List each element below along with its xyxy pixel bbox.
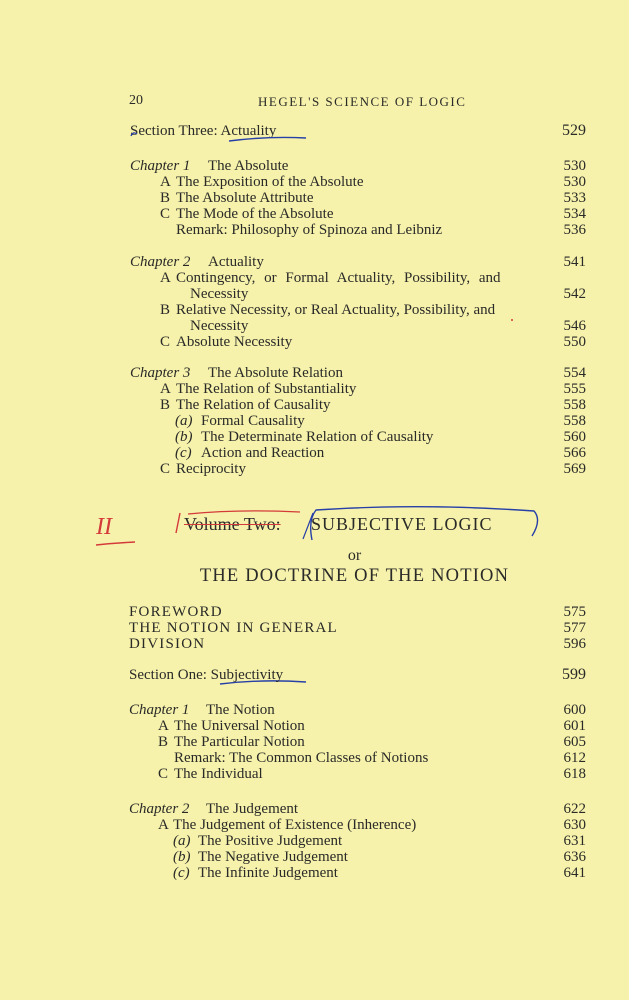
remark-text: Remark: The Common Classes of Notions (174, 750, 429, 766)
page-ref: 622 (563, 801, 586, 817)
entry-text: The Absolute Attribute (176, 190, 314, 206)
page-ref: 601 (563, 718, 586, 734)
pen-underline (96, 542, 135, 545)
entry-text: The Universal Notion (174, 718, 305, 734)
entry-text: Necessity (190, 286, 249, 302)
pen-underline (229, 137, 306, 141)
pen-overline (188, 511, 300, 514)
subentry-mark: (c) (175, 445, 192, 461)
handwritten-margin-mark: II (96, 514, 112, 540)
page-number: 20 (129, 93, 143, 108)
chapter-label: Chapter 1 (129, 702, 190, 718)
page-ref: 560 (563, 429, 586, 445)
entry-letter: B (160, 302, 171, 318)
entry-letter: A (158, 817, 169, 833)
entry-text: Relative Necessity, or Real Actuality, Possibility, and (176, 302, 496, 318)
chapter-title: The Notion (206, 702, 275, 718)
page-ref: 542 (563, 286, 586, 302)
chapter-label: Chapter 2 (129, 801, 190, 817)
entry-letter: C (160, 461, 171, 477)
volume-subtitle: THE DOCTRINE OF THE NOTION (199, 566, 510, 586)
page-ref: 596 (563, 636, 586, 652)
page-ref: 636 (563, 849, 586, 865)
entry-letter: C (160, 334, 171, 350)
remark-text: Remark: Philosophy of Spinoza and Leibniz (176, 222, 443, 238)
entry-text: The Positive Judgement (198, 833, 343, 849)
volume-label: Volume Two: (184, 514, 281, 534)
page-ref: 530 (563, 158, 586, 174)
entry-letter: A (160, 270, 171, 286)
page-ref: 541 (563, 254, 586, 270)
page-ref: 566 (563, 445, 586, 461)
entry-letter: A (158, 718, 169, 734)
subentry-mark: (c) (173, 865, 190, 881)
pen-bracket (176, 513, 180, 533)
subentry-mark: (b) (175, 429, 193, 445)
entry-text: Necessity (190, 318, 249, 334)
front-label: DIVISION (129, 636, 206, 652)
page-ref: 600 (563, 702, 586, 718)
entry-text: Absolute Necessity (176, 334, 293, 350)
page-ref: 558 (563, 397, 586, 413)
pen-box (311, 507, 538, 540)
entry-letter: B (160, 397, 171, 413)
entry-text: The Relation of Causality (176, 397, 331, 413)
front-label: FOREWORD (129, 604, 223, 620)
subentry-mark: (b) (173, 849, 191, 865)
chapter-title: Actuality (208, 254, 264, 270)
chapter-label: Chapter 1 (130, 158, 191, 174)
page-ref: 612 (563, 750, 586, 766)
page-ref: 599 (562, 666, 586, 683)
section-title: Section One: Subjectivity (129, 667, 284, 683)
page-ref: 533 (563, 190, 586, 206)
page-ref: 605 (563, 734, 586, 750)
page-ref: 575 (563, 604, 586, 620)
toc-entry (0, 765, 629, 783)
page-ref: 618 (563, 766, 586, 782)
subentry-mark: (a) (175, 413, 193, 429)
entry-text: Reciprocity (176, 461, 246, 477)
volume-or: or (347, 547, 362, 564)
section-title: Section Three: Actuality (130, 123, 277, 139)
subentry-mark: (a) (173, 833, 191, 849)
entry-text: The Infinite Judgement (198, 865, 338, 881)
chapter-label: Chapter 2 (130, 254, 191, 270)
entry-letter: A (160, 381, 171, 397)
page-ref: 641 (563, 865, 586, 881)
page-ref: 529 (562, 122, 586, 139)
toc-front-entry (0, 635, 629, 653)
entry-text: Formal Causality (201, 413, 305, 429)
page-ref: 569 (563, 461, 586, 477)
entry-text: The Exposition of the Absolute (176, 174, 364, 190)
entry-text: The Relation of Substantiality (176, 381, 357, 397)
pen-mark (131, 133, 137, 136)
page-ref: 630 (563, 817, 586, 833)
running-head-title: HEGEL'S SCIENCE OF LOGIC (258, 94, 467, 109)
front-label: THE NOTION IN GENERAL (129, 620, 338, 636)
chapter-title: The Absolute Relation (208, 365, 343, 381)
chapter-title: The Absolute (208, 158, 289, 174)
volume-title: SUBJECTIVE LOGIC (311, 514, 493, 534)
page-ref: 558 (563, 413, 586, 429)
page-ref: 577 (563, 620, 586, 636)
entry-letter: C (160, 206, 171, 222)
page-ref: 530 (563, 174, 586, 190)
entry-text: The Judgement of Existence (Inherence) (173, 817, 417, 833)
entry-text: The Mode of the Absolute (176, 206, 334, 222)
entry-text: The Determinate Relation of Causality (201, 429, 434, 445)
entry-letter: C (158, 766, 169, 782)
entry-letter: A (160, 174, 171, 190)
chapter-label: Chapter 3 (130, 365, 191, 381)
page-ref: 554 (563, 365, 586, 381)
entry-letter: B (158, 734, 169, 750)
entry-text: The Individual (174, 766, 263, 782)
section-heading (0, 666, 629, 684)
page-ref: 546 (563, 318, 586, 334)
page-ref: 534 (563, 206, 586, 222)
page-ref: 555 (563, 381, 586, 397)
entry-text: The Negative Judgement (198, 849, 348, 865)
entry-text: Action and Reaction (201, 445, 325, 461)
entry-text: The Particular Notion (174, 734, 305, 750)
toc-subentry (0, 864, 629, 882)
entry-letter: B (160, 190, 171, 206)
entry-text: Contingency, or Formal Actuality, Possibility, and (176, 270, 501, 286)
pen-speck (511, 319, 513, 321)
page-ref: 536 (563, 222, 586, 238)
page-ref: 631 (563, 833, 586, 849)
chapter-title: The Judgement (206, 801, 299, 817)
page-ref: 550 (563, 334, 586, 350)
